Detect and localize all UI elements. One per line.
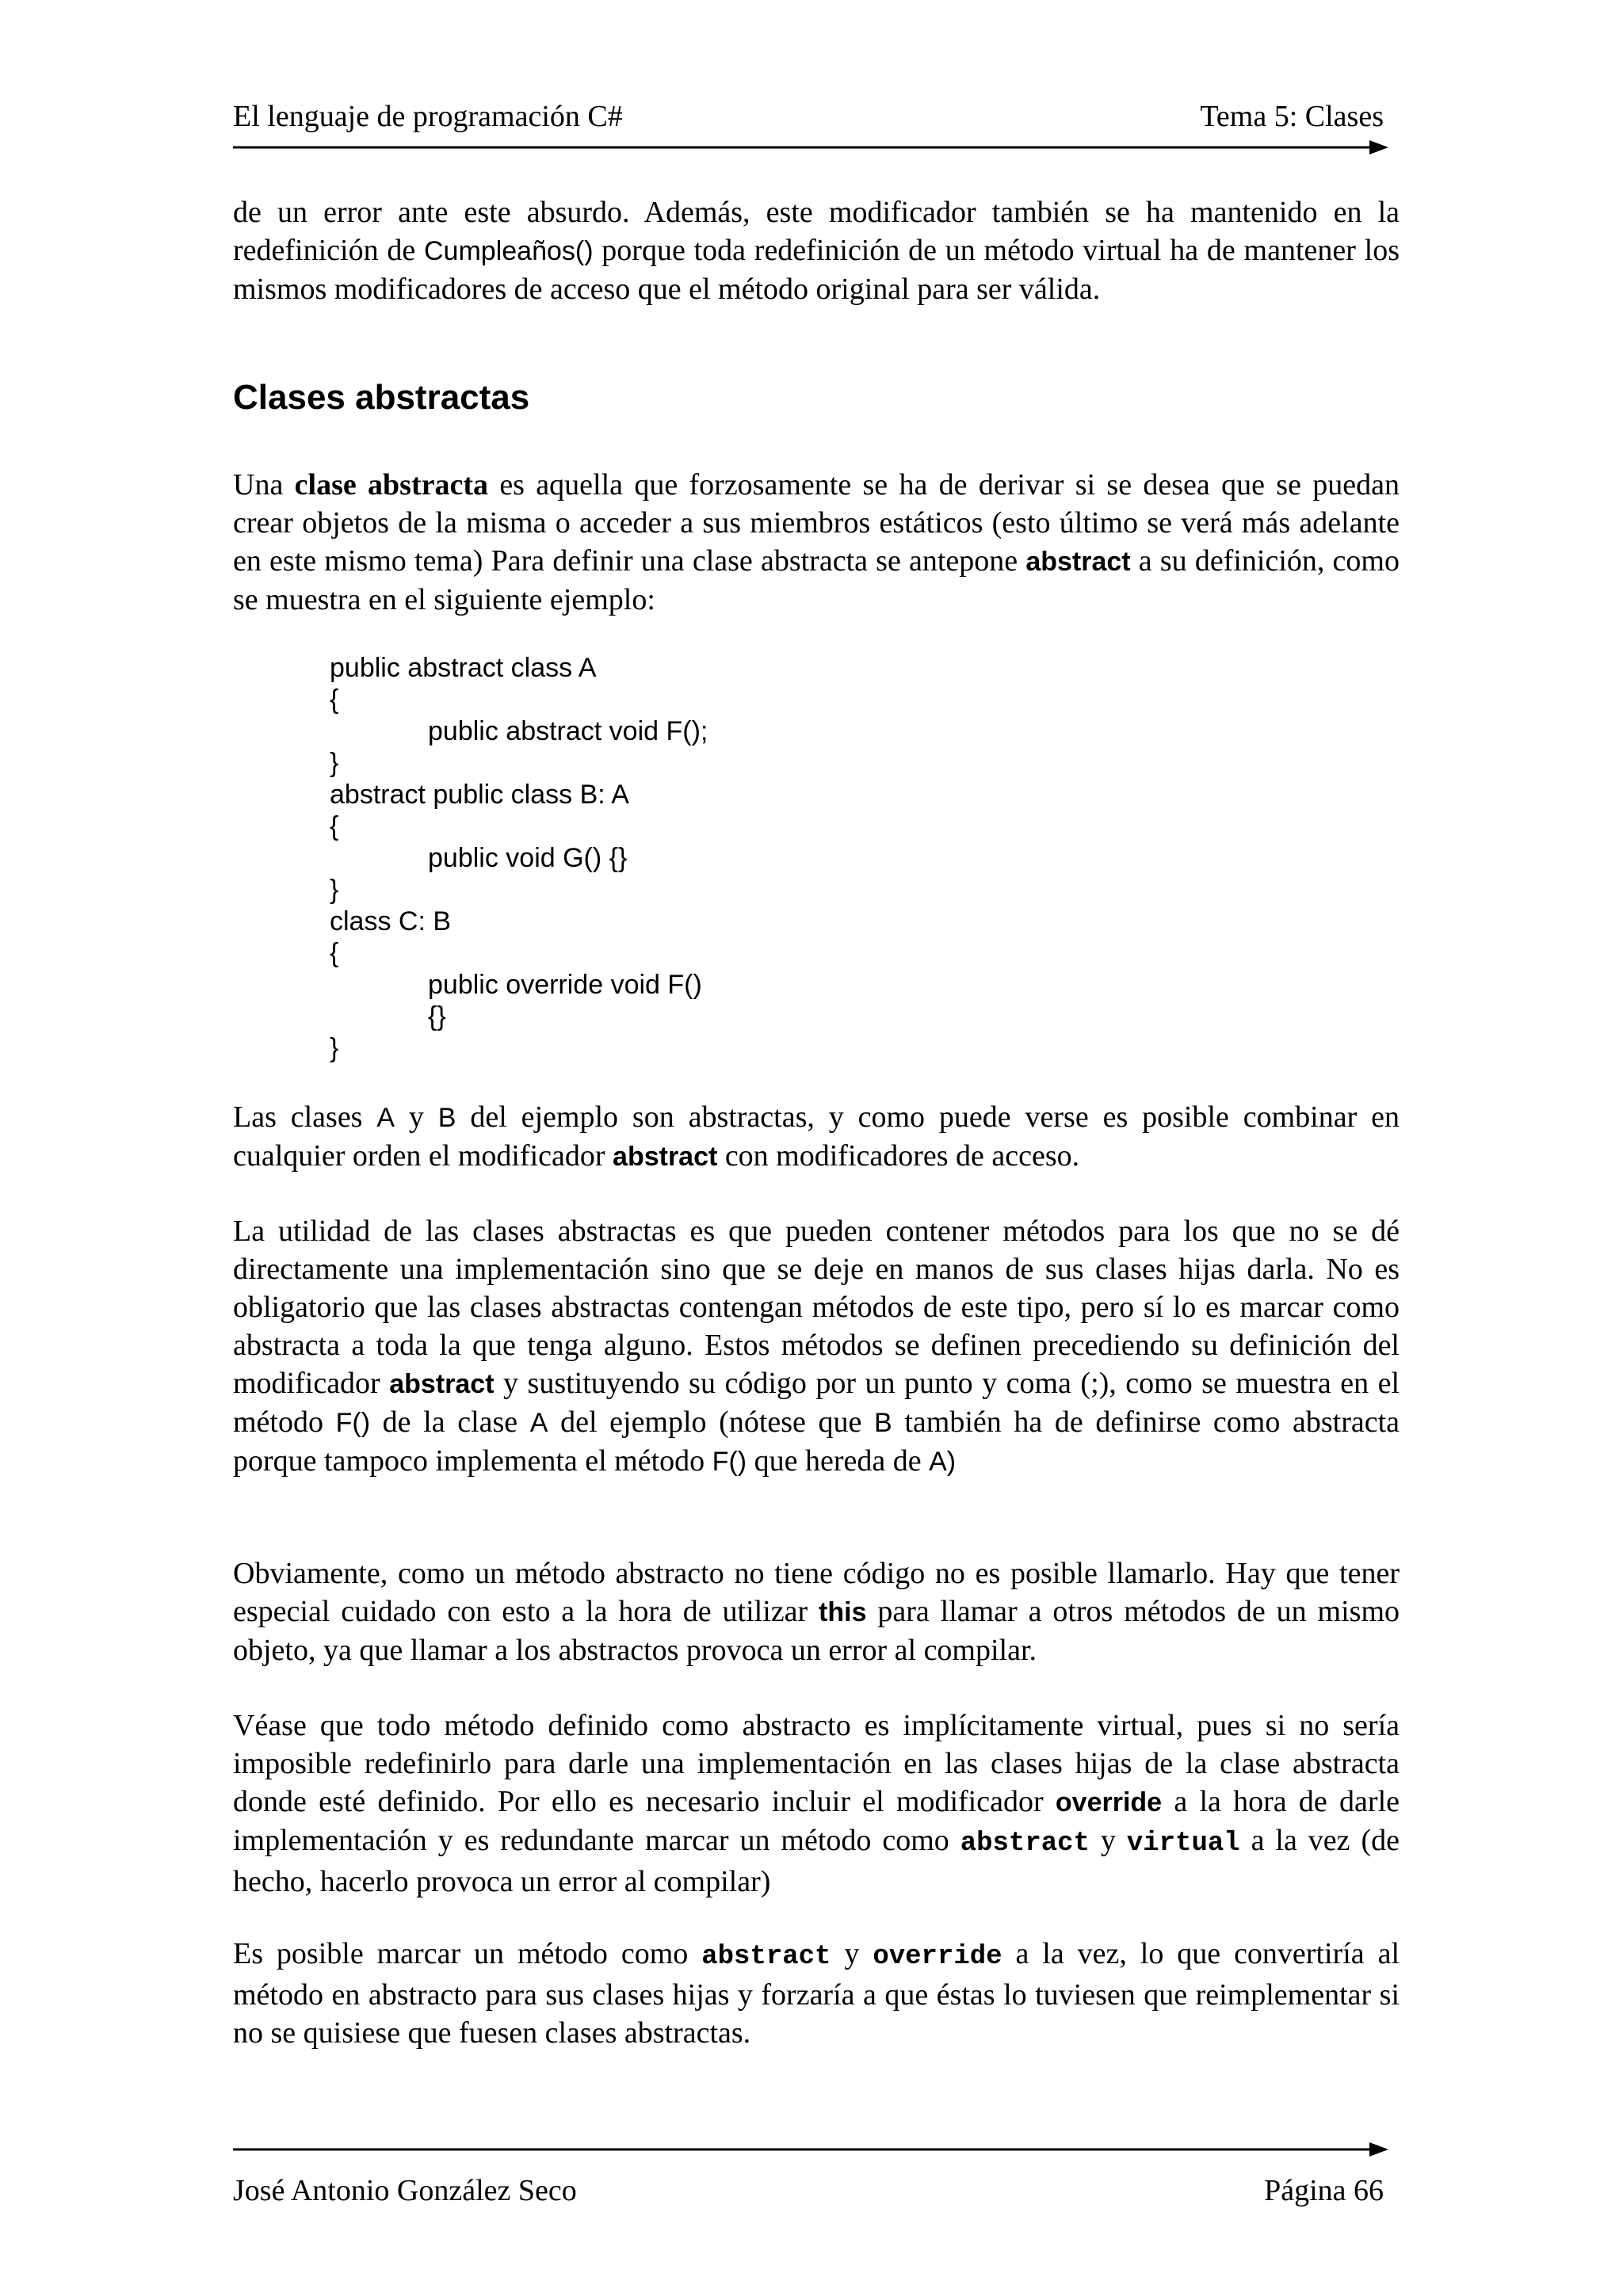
- footer-author: José Antonio González Seco: [233, 2174, 577, 2207]
- code-line: public abstract class A: [330, 653, 597, 683]
- keyword: override: [1055, 1787, 1163, 1817]
- footer-page-number: Página 66: [1264, 2174, 1384, 2207]
- code-line: abstract public class B: A: [330, 780, 629, 810]
- header-rule-arrow: [233, 139, 1388, 156]
- keyword: override: [873, 1942, 1002, 1972]
- code-line: }: [330, 748, 339, 778]
- code-line: {: [330, 811, 339, 841]
- keyword: virtual: [1126, 1829, 1240, 1859]
- code-line: public abstract void F();: [428, 716, 708, 746]
- paragraph-utility: La utilidad de las clases abstractas es que pueden contener métodos para los que no se dé directamente una implementación sino que se deje en manos de sus clases hijas darla. No es obligatorio que las clases abstractas contengan métodos de este tipo, pero sí lo es marcar como abstracta a toda la que tenga alguno. Estos métodos se definen precediendo su definición del modificador abstract y sustituyendo su código por un punto y coma (;), como se muestra en el método F() de la clase A del ejemplo (nótese que B también ha de definirse como abstracta porque tampoco implementa el método F() que hereda de A): [233, 1215, 1400, 1478]
- code-line: }: [330, 875, 339, 905]
- inline-code: Cumpleaños(): [424, 236, 594, 266]
- keyword: abstract: [701, 1942, 831, 1972]
- paragraph-definition: Una clase abstracta es aquella que forzosamente se ha de derivar si se desea que se puedan crear objetos de la misma o acceder a sus miembros estáticos (esto último se verá más adelante en este mismo tema) Para definir una clase abstracta se antepone abstract a su definición, como se muestra en el siguiente ejemplo:: [233, 468, 1400, 616]
- paragraph-virtual: Véase que todo método definido como abstracto es implícitamente virtual, pues si no sería imposible redefinirlo para darle una implementación en las clases hijas de la clase abstracta donde esté definido. Por ello es necesario incluir el modificador override a la hora de darle implementación y es redundante marcar un método como abstract y virtual a la vez (de hecho, hacerlo provoca un error al compilar): [233, 1709, 1400, 1898]
- paragraph-abstract-call: Obviamente, como un método abstracto no tiene código no es posible llamarlo. Hay que tener especial cuidado con esto a la hora de utilizar this para llamar a otros métodos de un mismo objeto, ya que llamar a los abstractos provoca un error al compilar.: [233, 1557, 1400, 1667]
- code-line: public override void F(): [428, 970, 702, 1000]
- code-line: class C: B: [330, 906, 452, 936]
- keyword: abstract: [613, 1142, 718, 1172]
- code-line: {: [330, 685, 339, 715]
- code-line: public void G() {}: [428, 843, 628, 873]
- footer-rule-arrow: [233, 2141, 1388, 2158]
- keyword: this: [819, 1597, 867, 1627]
- intro-paragraph: de un error ante este absurdo. Además, este modificador también se ha mantenido en la redefinición de Cumpleaños() porque toda redefinición de un método virtual ha de mantener los mismos modificadores de acceso que el método original para ser válida.: [233, 196, 1400, 306]
- header-book-title: El lenguaje de programación C#: [233, 100, 623, 133]
- code-line: }: [330, 1033, 339, 1063]
- paragraph-combination: Las clases A y B del ejemplo son abstractas, y como puede verse es posible combinar en cualquier orden el modificador abstract con modificadores de acceso.: [233, 1100, 1400, 1173]
- code-line: {: [330, 938, 339, 968]
- code-example: [330, 652, 708, 1064]
- section-title: Clases abstractas: [233, 378, 530, 417]
- defined-term: clase abstracta: [294, 468, 488, 502]
- code-line: {}: [428, 1001, 446, 1032]
- keyword: abstract: [389, 1369, 495, 1399]
- paragraph-abstract-override: Es posible marcar un método como abstract y override a la vez, lo que convertiría al método en abstracto para sus clases hijas y forzaría a que éstas lo tuviesen que reimplementar si no se quisiese que fuesen clases abstractas.: [233, 1937, 1400, 2050]
- header-chapter: Tema 5: Clases: [1200, 100, 1384, 133]
- keyword: abstract: [960, 1829, 1090, 1859]
- keyword: abstract: [1025, 547, 1131, 577]
